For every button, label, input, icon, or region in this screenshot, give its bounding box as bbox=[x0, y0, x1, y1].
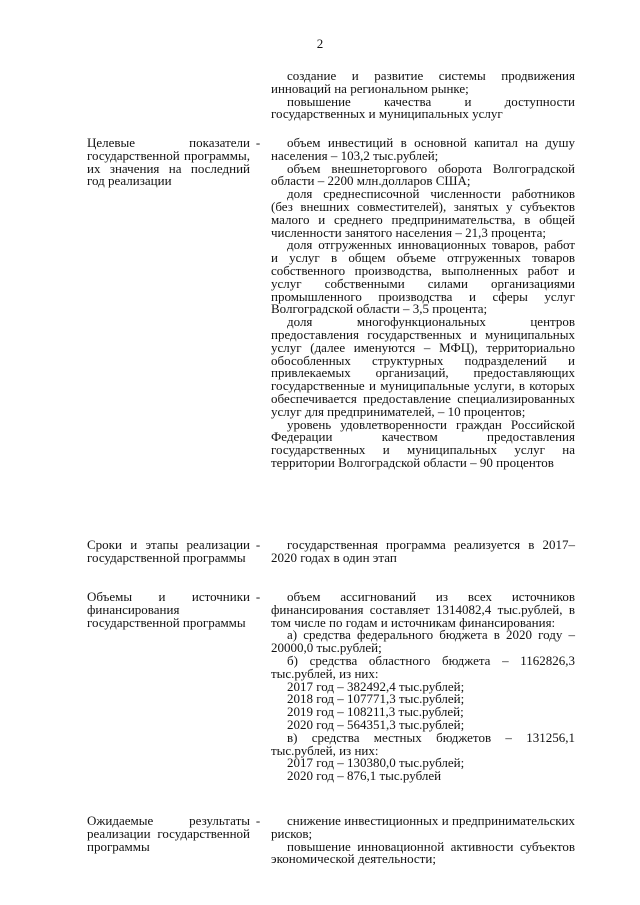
section-label-financing: Объемы и источники финансирования государственной программы bbox=[87, 589, 250, 630]
section-content-indicators bbox=[271, 137, 575, 470]
section-content-timing bbox=[271, 539, 575, 565]
indicator-paragraph: уровень удовлетворенности граждан Российской Федерации качеством предоставления государственных и муниципальных услуг на территории Волгоградской области – 90 процентов bbox=[271, 416, 575, 470]
result-paragraph: повышение инновационной активности субъектов экономической деятельности; bbox=[271, 838, 575, 867]
local-year-line: 2020 год – 876,1 тыс.рублей bbox=[287, 768, 442, 784]
page-number: 2 bbox=[316, 36, 324, 51]
local-year-line: 2017 год – 130380,0 тыс.рублей; bbox=[287, 755, 465, 771]
section-dash: - bbox=[255, 813, 261, 828]
indicator-paragraph: объем инвестиций в основной капитал на душу населения – 103,2 тыс.рублей; bbox=[271, 135, 575, 163]
financing-paragraph: объем ассигнований из всех источников финансирования составляет 1314082,4 тыс.рублей, в том числе по годам и источникам финансирования: bbox=[271, 589, 575, 630]
indicator-paragraph: объем внешнеторгового оборота Волгоградской области – 2200 млн.долларов США; bbox=[271, 160, 575, 189]
regional-year-line: 2017 год – 382492,4 тыс.рублей; bbox=[287, 678, 465, 694]
section-dash: - bbox=[255, 135, 261, 150]
indicator-paragraph: доля многофункциональных центров предоставления государственных и муниципальных услуг (далее именуются – МФЦ), территориально обособленных структурных подразделений и привлекаемых организаций, предоставляющих государственные и муниципальные услуги, в которых обеспечивается предоставление специализированных услуг для предпринимателей, – 10 процентов; bbox=[271, 314, 575, 419]
regional-year-line: 2019 год – 108211,3 тыс.рублей; bbox=[287, 704, 464, 720]
section-dash: - bbox=[255, 537, 261, 552]
intro-paragraph: повышение качества и доступности государственных и муниципальных услуг bbox=[271, 93, 575, 122]
financing-paragraph: б) средства областного бюджета – 1162826,3 тыс.рублей, из них: bbox=[271, 652, 575, 681]
section-content-results bbox=[271, 815, 575, 866]
indicator-paragraph: доля среднесписочной численности работников (без внешних совместителей), занятых у субъектов малого и среднего предпринимательства, в общей численности занятого населения – 21,3 процента; bbox=[271, 186, 575, 240]
section-dash: - bbox=[255, 589, 261, 604]
section-label-timing: Сроки и этапы реализации государственной программы bbox=[87, 537, 250, 565]
intro-paragraph: создание и развитие системы продвижения инноваций на региональном рынке; bbox=[271, 68, 575, 96]
result-paragraph: снижение инвестиционных и предпринимательских рисков; bbox=[271, 813, 575, 841]
timing-paragraph: государственная программа реализуется в 2017–2020 годах в один этап bbox=[271, 537, 575, 565]
section-label-results: Ожидаемые результаты реализации государственной программы bbox=[87, 813, 250, 854]
financing-paragraph: а) средства федерального бюджета в 2020 году – 20000,0 тыс.рублей; bbox=[271, 627, 575, 656]
regional-year-line: 2018 год – 107771,3 тыс.рублей; bbox=[287, 691, 465, 707]
section-content-financing bbox=[271, 591, 575, 783]
financing-paragraph: в) средства местных бюджетов – 131256,1 тыс.рублей, из них: bbox=[271, 729, 575, 758]
intro-block bbox=[271, 70, 575, 121]
section-label-indicators: Целевые показатели государственной программы, их значения на последний год реализации bbox=[87, 135, 250, 189]
regional-year-line: 2020 год – 564351,3 тыс.рублей; bbox=[287, 716, 465, 732]
indicator-paragraph: доля отгруженных инновационных товаров, работ и услуг в общем объеме отгруженных товаров собственного производства, выполненных работ и услуг собственными силами организациями промышленного производства и сферы услуг Волгоградской области – 3,5 процента; bbox=[271, 237, 575, 317]
